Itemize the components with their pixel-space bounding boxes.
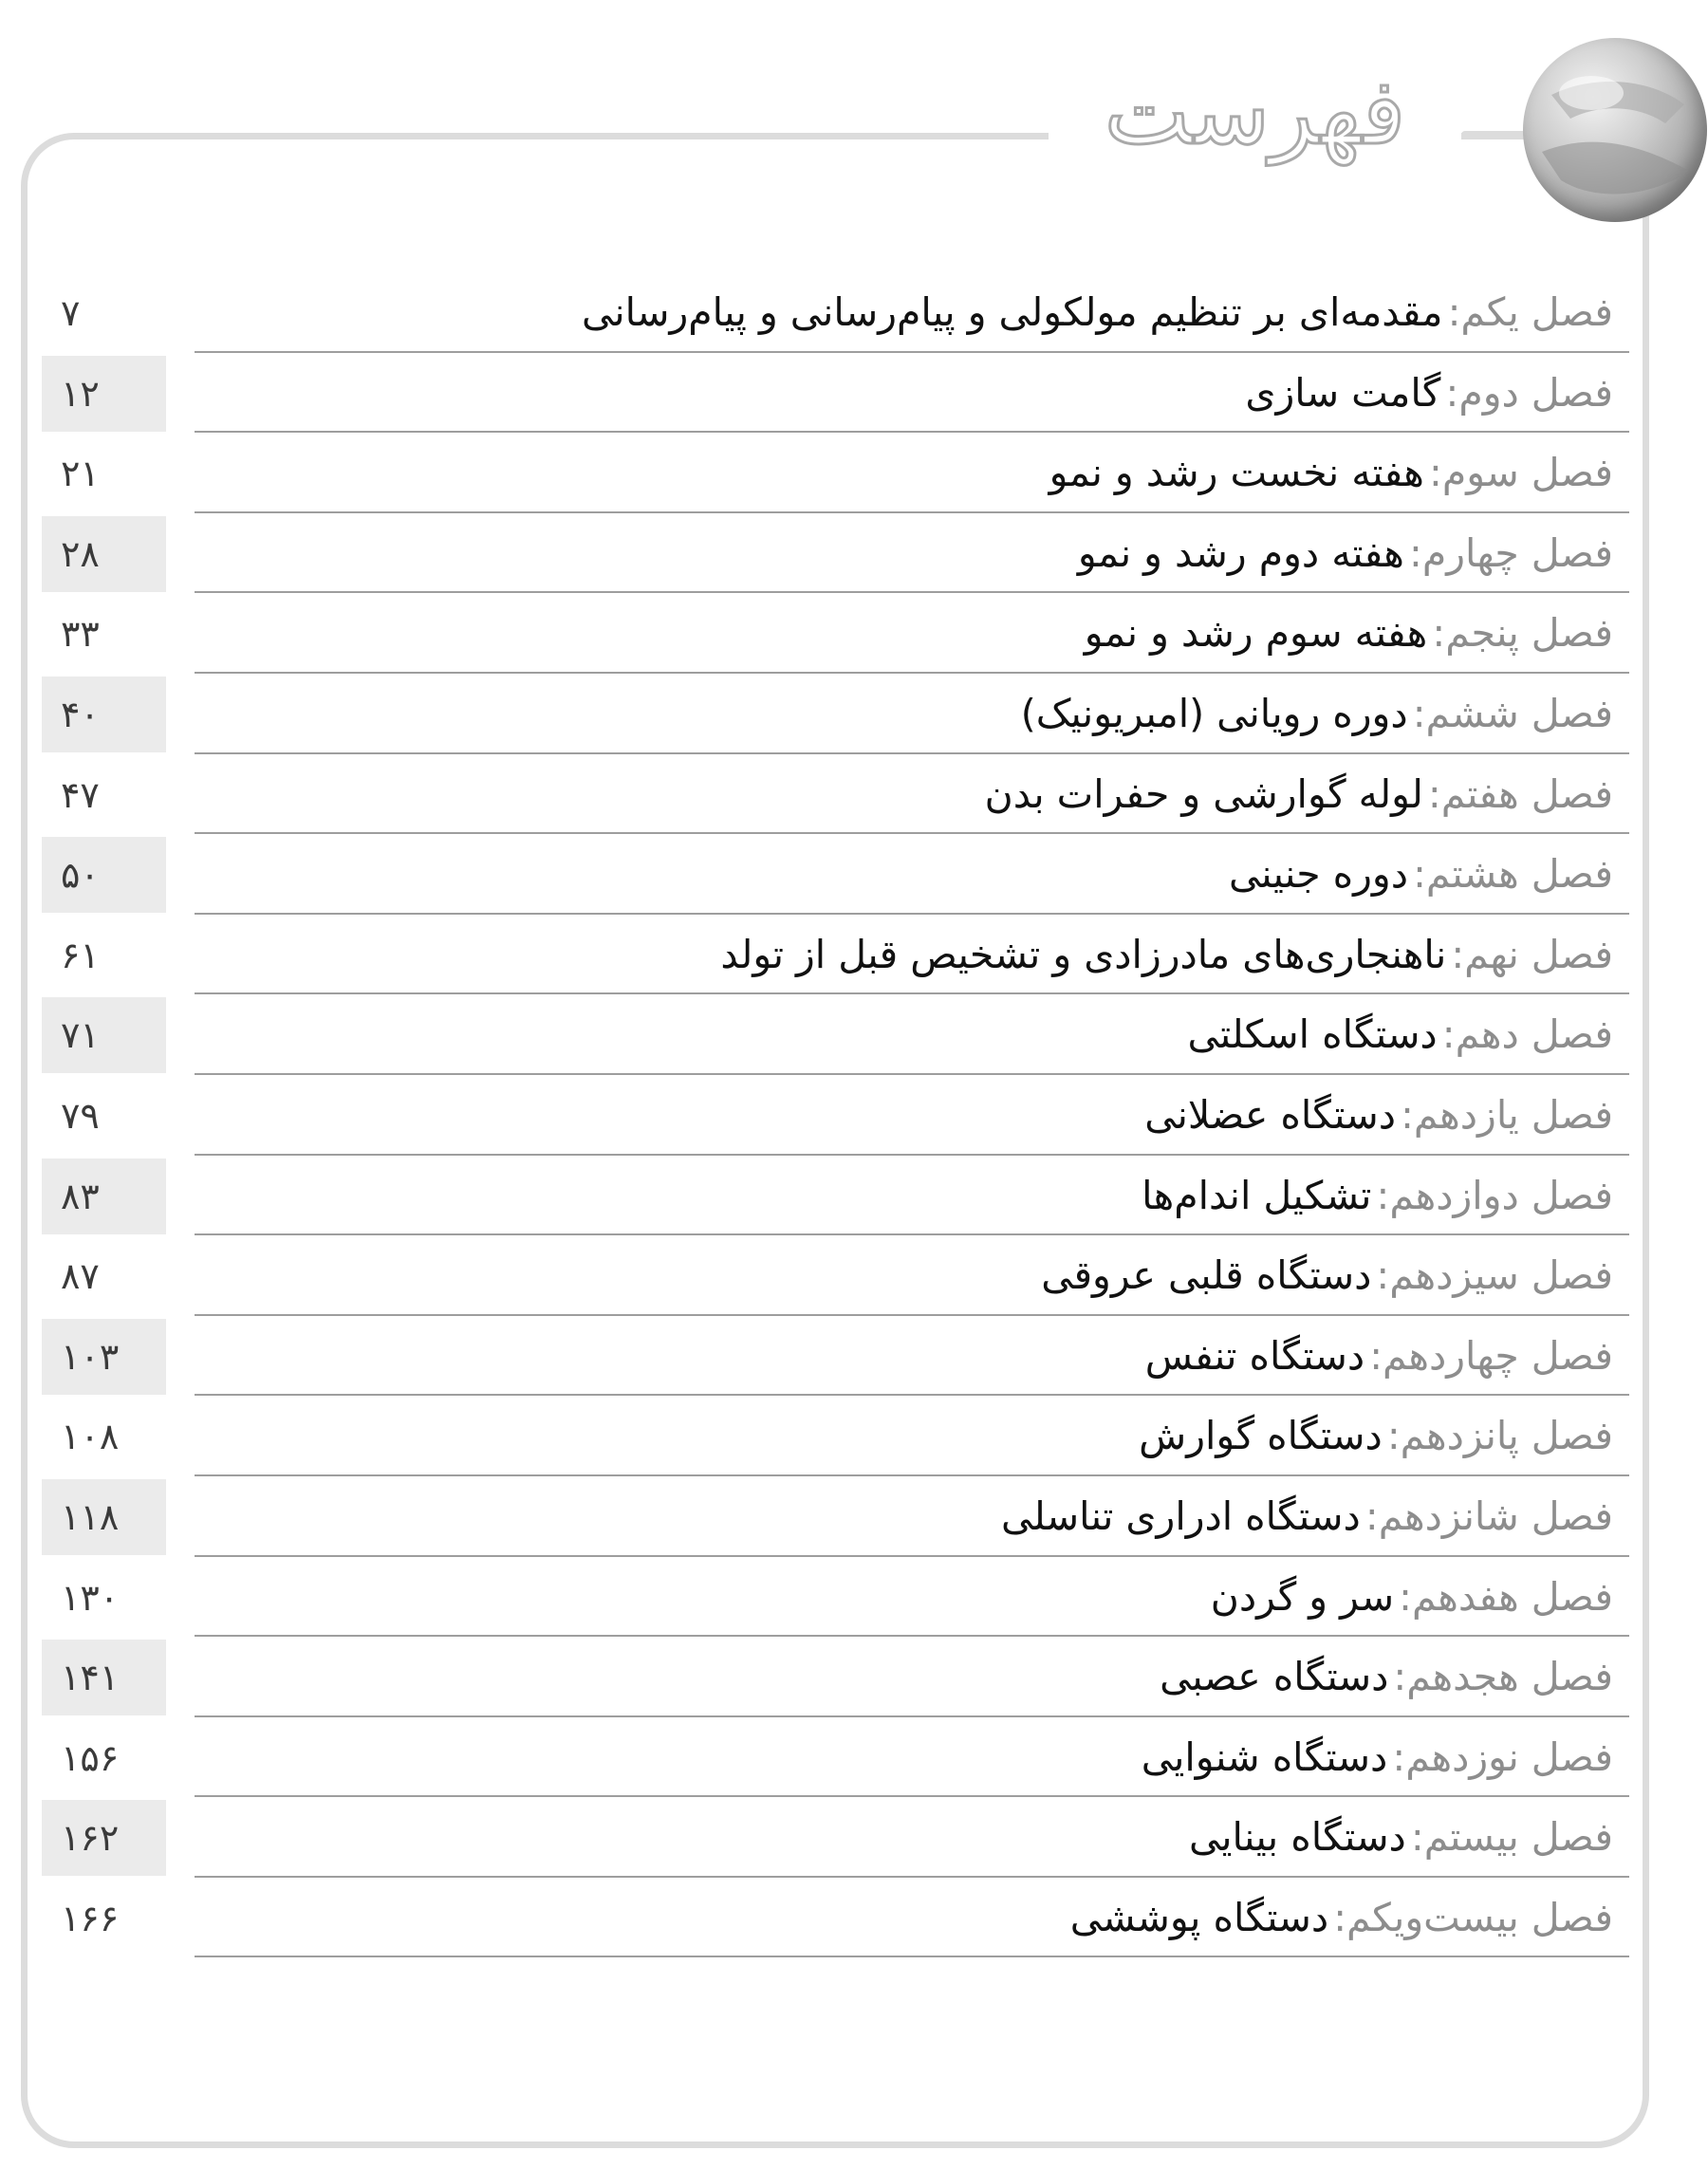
chapter-label: فصل نهم: bbox=[1451, 931, 1613, 977]
page-number: ۱۶۶ bbox=[61, 1897, 120, 1939]
toc-row[interactable] bbox=[0, 1637, 1708, 1717]
page-number: ۲۱ bbox=[61, 453, 100, 495]
chapter-entry bbox=[195, 1717, 1613, 1793]
chapter-title: دستگاه گوارش bbox=[1139, 1413, 1383, 1459]
chapter-title: دستگاه بینایی bbox=[1188, 1814, 1406, 1861]
chapter-label: فصل یکم: bbox=[1447, 289, 1613, 335]
page-number: ۱۰۸ bbox=[61, 1416, 120, 1458]
page-number: ۸۳ bbox=[61, 1175, 100, 1217]
chapter-label: فصل بیستم: bbox=[1410, 1814, 1613, 1861]
toc-row[interactable] bbox=[0, 1396, 1708, 1476]
chapter-entry bbox=[195, 754, 1613, 830]
chapter-label: فصل دهم: bbox=[1441, 1011, 1613, 1058]
chapter-entry bbox=[195, 593, 1613, 669]
toc-row[interactable] bbox=[0, 1476, 1708, 1557]
chapter-title: دستگاه ادراری تناسلی bbox=[1001, 1492, 1361, 1539]
chapter-label: فصل ششم: bbox=[1412, 690, 1613, 736]
chapter-title: سر و گردن bbox=[1210, 1573, 1395, 1620]
page-number: ۱۱۸ bbox=[61, 1495, 120, 1538]
page-number: ۶۱ bbox=[61, 934, 100, 976]
page-number: ۱۶۲ bbox=[61, 1817, 120, 1860]
chapter-label: فصل هجدهم: bbox=[1393, 1654, 1613, 1700]
chapter-label: فصل هفدهم: bbox=[1399, 1573, 1613, 1620]
chapter-title: دوره جنینی bbox=[1228, 851, 1408, 898]
chapter-label: فصل یازدهم: bbox=[1401, 1091, 1613, 1138]
page-number: ۴۰ bbox=[61, 693, 100, 735]
page-number: ۱۵۶ bbox=[61, 1736, 120, 1779]
chapter-entry bbox=[195, 674, 1613, 750]
page-number: ۱۰۳ bbox=[61, 1335, 120, 1378]
chapter-title: دستگاه عضلانی bbox=[1144, 1091, 1396, 1138]
chapter-title: دستگاه اسکلتی bbox=[1187, 1011, 1438, 1058]
page-number: ۲۸ bbox=[61, 532, 100, 575]
chapter-entry bbox=[195, 1396, 1613, 1472]
chapter-label: فصل چهاردهم: bbox=[1369, 1332, 1613, 1379]
table-of-contents bbox=[0, 272, 1708, 1957]
page-number: ۱۴۱ bbox=[61, 1657, 120, 1699]
chapter-title: گامت سازی bbox=[1245, 369, 1441, 416]
chapter-title: هفته نخست رشد و نمو bbox=[1049, 450, 1424, 496]
sphere-logo-icon bbox=[1523, 38, 1707, 222]
chapter-title: دستگاه شنوایی bbox=[1141, 1733, 1388, 1780]
page-number: ۸۷ bbox=[61, 1255, 100, 1298]
toc-row[interactable] bbox=[0, 1156, 1708, 1236]
chapter-label: فصل چهارم: bbox=[1409, 529, 1613, 576]
toc-row[interactable] bbox=[0, 513, 1708, 594]
chapter-label: فصل نوزدهم: bbox=[1392, 1733, 1613, 1780]
page-title: فهرست bbox=[1104, 59, 1406, 165]
chapter-entry bbox=[195, 1156, 1613, 1232]
chapter-title: ناهنجاری‌های مادرزادی و تشخیص قبل از تولد bbox=[720, 931, 1447, 977]
toc-row[interactable] bbox=[0, 834, 1708, 915]
page-number: ۴۷ bbox=[61, 773, 100, 816]
chapter-entry bbox=[195, 1476, 1613, 1552]
chapter-entry bbox=[195, 1557, 1613, 1633]
chapter-entry bbox=[195, 1316, 1613, 1392]
toc-row[interactable] bbox=[0, 1235, 1708, 1316]
page-number: ۷۹ bbox=[61, 1094, 100, 1137]
page-number: ۵۰ bbox=[61, 854, 100, 897]
chapter-title: هفته دوم رشد و نمو bbox=[1077, 529, 1404, 576]
chapter-label: فصل هفتم: bbox=[1427, 770, 1613, 817]
chapter-label: فصل بیست‌ویکم: bbox=[1333, 1894, 1613, 1940]
toc-row[interactable] bbox=[0, 1557, 1708, 1638]
chapter-label: فصل دوازدهم: bbox=[1376, 1172, 1613, 1218]
chapter-label: فصل دوم: bbox=[1445, 369, 1613, 416]
toc-row[interactable] bbox=[0, 1717, 1708, 1798]
chapter-title: مقدمه‌ای بر تنظیم مولکولی و پیام‌رسانی و پیام‌رسانی bbox=[582, 289, 1443, 335]
chapter-label: فصل پانزدهم: bbox=[1386, 1413, 1613, 1459]
chapter-entry bbox=[195, 915, 1613, 991]
toc-row[interactable] bbox=[0, 915, 1708, 995]
chapter-entry bbox=[195, 433, 1613, 509]
page-number: ۷ bbox=[61, 292, 81, 334]
page-number: ۷۱ bbox=[61, 1014, 100, 1057]
chapter-entry bbox=[195, 353, 1613, 429]
chapter-title: لوله گوارشی و حفرات بدن bbox=[984, 770, 1423, 817]
chapter-entry bbox=[195, 1637, 1613, 1713]
toc-row[interactable] bbox=[0, 1316, 1708, 1397]
chapter-entry bbox=[195, 1878, 1613, 1954]
toc-row[interactable] bbox=[0, 433, 1708, 513]
toc-row[interactable] bbox=[0, 272, 1708, 353]
chapter-entry bbox=[195, 513, 1613, 589]
chapter-entry bbox=[195, 1235, 1613, 1311]
chapter-title: دوره رویانی (امبریونیک) bbox=[1020, 690, 1408, 736]
chapter-entry bbox=[195, 272, 1613, 348]
toc-row[interactable] bbox=[0, 1797, 1708, 1878]
chapter-label: فصل هشتم: bbox=[1413, 851, 1613, 898]
chapter-title: هفته سوم رشد و نمو bbox=[1084, 610, 1428, 657]
chapter-title: دستگاه عصبی bbox=[1160, 1654, 1389, 1700]
page-number: ۳۳ bbox=[61, 613, 100, 656]
chapter-title: دستگاه پوششی bbox=[1069, 1894, 1329, 1940]
chapter-label: فصل شانزدهم: bbox=[1365, 1492, 1613, 1539]
chapter-title: دستگاه قلبی عروقی bbox=[1041, 1252, 1372, 1299]
chapter-entry bbox=[195, 834, 1613, 910]
toc-row[interactable] bbox=[0, 1878, 1708, 1958]
page-number: ۱۳۰ bbox=[61, 1576, 120, 1619]
toc-row[interactable] bbox=[0, 593, 1708, 674]
toc-row[interactable] bbox=[0, 994, 1708, 1075]
chapter-label: فصل پنجم: bbox=[1432, 610, 1613, 657]
toc-row[interactable] bbox=[0, 353, 1708, 434]
chapter-title: دستگاه تنفس bbox=[1144, 1332, 1365, 1379]
toc-row[interactable] bbox=[0, 754, 1708, 835]
toc-row[interactable] bbox=[0, 1075, 1708, 1156]
chapter-label: فصل سوم: bbox=[1429, 450, 1613, 496]
chapter-label: فصل سیزدهم: bbox=[1376, 1252, 1613, 1299]
chapter-title: تشکیل اندام‌ها bbox=[1142, 1172, 1372, 1218]
row-divider bbox=[195, 1956, 1629, 1957]
toc-row[interactable] bbox=[0, 674, 1708, 754]
page-number: ۱۲ bbox=[61, 372, 100, 415]
chapter-entry bbox=[195, 994, 1613, 1070]
chapter-entry bbox=[195, 1797, 1613, 1873]
chapter-entry bbox=[195, 1075, 1613, 1151]
